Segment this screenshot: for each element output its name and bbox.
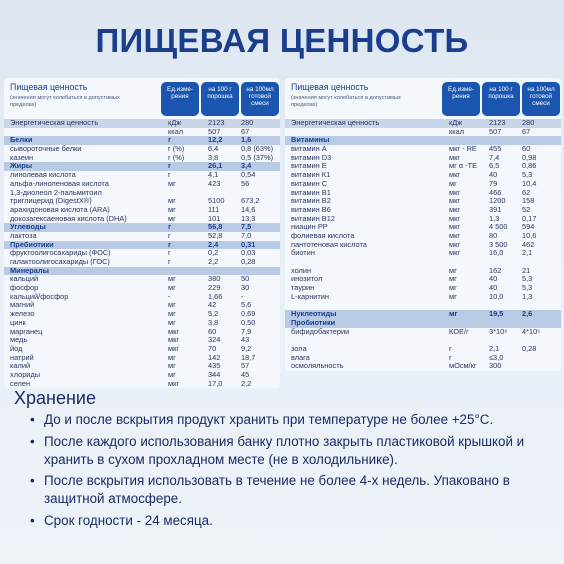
row-unit: мг: [168, 317, 176, 327]
row-per-100g: 3 500: [489, 239, 508, 249]
page-title: ПИЩЕВАЯ ЦЕННОСТЬ: [95, 22, 469, 59]
row-label: ниацин РР: [291, 222, 328, 232]
per-100ml-column-header: на 100мл готовой смеси: [241, 82, 279, 116]
row-per-100g: 466: [489, 187, 502, 197]
row-label: витамин К1: [291, 170, 331, 180]
list-item: • Срок годности - 24 месяца.: [14, 512, 559, 530]
row-label: витамин В1: [291, 187, 331, 197]
row-label: медь: [10, 335, 28, 345]
row-per-100g: 2,2: [208, 257, 219, 266]
unit-column-header: Ед.изме- рения: [161, 82, 199, 116]
row-label: витамин С: [291, 178, 328, 188]
row-per-100g: 40: [489, 170, 498, 180]
row-per-100g: 17,0: [208, 378, 223, 388]
row-per-100g: 4,1: [208, 170, 219, 180]
row-per-100g: 26,1: [208, 161, 223, 171]
row-unit: мг: [168, 352, 176, 362]
row-unit: мг: [168, 369, 176, 379]
row-per-100ml: 57: [241, 361, 250, 371]
row-unit: мкг: [449, 170, 461, 180]
row-per-100ml: 5,6: [241, 300, 252, 310]
row-per-100ml: 14,6: [241, 204, 256, 214]
row-label: арахидоновая кислота (ARA): [10, 204, 110, 214]
table-row: [4, 293, 280, 302]
row-per-100g: 507: [208, 126, 221, 136]
table-row: [4, 267, 280, 276]
row-per-100ml: 56: [241, 178, 250, 188]
row-unit: г: [168, 239, 172, 249]
row-label: сывороточные белки: [10, 144, 82, 154]
row-per-100g: 56,8: [208, 222, 223, 232]
row-unit: мкг: [449, 222, 461, 232]
row-per-100g: 7,4: [489, 152, 500, 162]
row-unit: ккал: [168, 126, 184, 136]
row-per-100ml: 1,6: [241, 135, 252, 145]
table-header: [285, 78, 561, 119]
row-unit: мг: [168, 283, 176, 293]
row-per-100ml: 158: [522, 196, 535, 206]
row-per-100g: 142: [208, 352, 221, 362]
row-per-100ml: 21: [522, 265, 531, 275]
row-label: таурин: [291, 283, 315, 293]
row-unit: мг: [168, 274, 176, 284]
table-row: [285, 241, 561, 250]
row-unit: мкг: [449, 196, 461, 206]
row-per-100ml: 62: [522, 187, 531, 197]
row-label: Пробиотики: [291, 317, 336, 327]
row-per-100ml: 30: [241, 283, 250, 293]
storage-title: Хранение: [14, 388, 96, 408]
row-unit: г (%): [168, 144, 185, 154]
row-per-100ml: 10,6: [522, 230, 537, 240]
row-label: витамин D3: [291, 152, 332, 162]
row-unit: мг: [449, 178, 457, 188]
row-label: магний: [10, 300, 35, 310]
row-per-100ml: 0,03: [241, 248, 256, 258]
row-unit: г: [168, 257, 171, 266]
table-row: [285, 267, 561, 276]
row-per-100g: 101: [208, 213, 221, 223]
row-label: линолевая кислота: [10, 170, 76, 180]
row-per-100g: 300: [489, 361, 502, 371]
row-unit: мкг: [449, 187, 461, 197]
row-per-100ml: 0,5 (37%): [241, 152, 274, 162]
row-per-100ml: 1,3: [522, 291, 533, 301]
row-label: 1,3-диолеол 2-пальмитоил: [10, 187, 102, 197]
row-unit: мг: [449, 274, 457, 284]
row-per-100ml: 594: [522, 222, 535, 232]
row-unit: мг: [449, 283, 457, 293]
per-100ml-column-header: на 100мл готовой смеси: [522, 82, 560, 116]
row-per-100ml: 0,17: [522, 213, 537, 223]
row-label: галактоолигосахариды (ГОС): [10, 257, 110, 266]
row-unit: мОсм/кг: [449, 361, 477, 371]
row-label: натрий: [10, 352, 34, 362]
table-title: Пищевая ценность: [291, 82, 369, 92]
row-per-100g: 2123: [208, 118, 225, 127]
table-row: [285, 275, 561, 284]
table-title: Пищевая ценность: [10, 82, 88, 92]
table-row: [4, 354, 280, 363]
table-header: [4, 78, 280, 119]
row-per-100g: 70: [208, 343, 217, 353]
table-row: [285, 328, 561, 337]
row-per-100ml: 45: [241, 369, 250, 379]
row-unit: мкг: [449, 204, 461, 214]
row-per-100g: 391: [489, 204, 502, 214]
per-100g-column-header: на 100 г порошка: [201, 82, 239, 116]
row-per-100ml: 52: [522, 204, 531, 214]
row-label: Минералы: [10, 265, 49, 275]
row-label: Белки: [10, 135, 33, 145]
row-per-100ml: 9,2: [241, 343, 252, 353]
row-per-100ml: 0,98: [522, 152, 537, 162]
row-per-100ml: 3,4: [241, 161, 252, 171]
row-per-100g: ≤3,0: [489, 352, 504, 362]
row-unit: мкг: [168, 343, 180, 353]
row-unit: мг: [168, 178, 176, 188]
table-row: [4, 128, 280, 137]
row-unit: мг: [449, 265, 457, 275]
row-label: Энергетическая ценность: [10, 118, 99, 127]
row-label: Жиры: [10, 161, 33, 171]
table-row: [4, 371, 280, 380]
per-100g-column-header: на 100 г порошка: [482, 82, 520, 116]
row-per-100g: 5,2: [208, 309, 219, 319]
row-per-100g: 10,0: [489, 291, 504, 301]
row-label: L-карнитин: [291, 291, 329, 301]
row-per-100g: 1,66: [208, 291, 223, 301]
list-item: • После вскрытия использовать в течение не более 4-х недель. Упаковано в защитной атмосфере.: [14, 472, 559, 508]
row-label: селен: [10, 378, 31, 388]
row-label: Пребиотики: [10, 239, 54, 249]
table-row: [4, 380, 280, 389]
row-label: витамин Е: [291, 161, 327, 171]
row-label: Витамины: [291, 135, 330, 145]
row-per-100ml: 2,6: [522, 309, 533, 319]
row-label: кальций/фосфор: [10, 291, 69, 301]
row-label: альфа-линоленовая кислота: [10, 178, 109, 188]
row-label: холин: [291, 265, 312, 275]
row-unit: -: [168, 291, 171, 301]
row-per-100ml: 10,4: [522, 178, 537, 188]
list-item: • После каждого использования банку плотно закрыть пластиковой крышкой и хранить в сухом прохладном месте (не в холодильнике).: [14, 433, 559, 469]
row-per-100ml: 4*10⁵: [522, 326, 541, 336]
row-per-100ml: 0,50: [241, 317, 256, 327]
row-unit: кДж: [449, 118, 463, 127]
row-per-100g: 2123: [489, 118, 506, 127]
row-per-100g: 40: [489, 274, 498, 284]
row-per-100ml: 0,54: [241, 170, 256, 180]
row-label: цинк: [10, 317, 26, 327]
table-row: [285, 258, 561, 267]
row-unit: мг: [449, 309, 458, 319]
row-unit: мг: [168, 361, 176, 371]
row-label: йод: [10, 343, 23, 353]
row-per-100g: 111: [208, 204, 220, 214]
row-per-100g: 1,3: [489, 213, 500, 223]
row-label: инозитол: [291, 274, 323, 284]
row-unit: ккал: [449, 126, 465, 136]
row-per-100ml: 67: [241, 126, 250, 136]
row-per-100ml: 280: [241, 118, 254, 127]
row-per-100ml: 2,1: [522, 248, 533, 258]
row-per-100g: 0,2: [208, 248, 219, 258]
row-per-100g: 80: [489, 230, 498, 240]
row-label: марганец: [10, 326, 43, 336]
row-label: кальций: [10, 274, 39, 284]
row-unit: мг: [449, 291, 457, 301]
row-per-100ml: 0,69: [241, 309, 256, 319]
row-unit: мкг: [449, 239, 461, 249]
row-unit: мкг: [168, 326, 180, 336]
row-per-100g: 79: [489, 178, 498, 188]
table-row: [285, 249, 561, 258]
row-unit: мг: [168, 196, 176, 206]
table-note: (значения могут колебаться в допустимых пределах): [10, 95, 120, 108]
row-label: зола: [291, 343, 307, 353]
row-label: биотин: [291, 248, 315, 258]
row-label: пантотеновая кислота: [291, 239, 367, 249]
row-unit: мг: [168, 300, 176, 310]
row-per-100ml: 7,9: [241, 326, 252, 336]
row-unit: мкг: [449, 152, 461, 162]
row-unit: мкг: [449, 213, 461, 223]
storage-list: [14, 411, 559, 533]
row-per-100g: 19,5: [489, 309, 504, 319]
nutrition-table-left: [4, 78, 280, 388]
table-note: (значения могут колебаться в допустимых пределах): [291, 95, 401, 108]
row-label: Углеводы: [10, 222, 46, 232]
row-per-100g: 6,5: [489, 161, 500, 171]
row-per-100ml: 0,31: [241, 239, 256, 249]
row-unit: мкг - RE: [449, 144, 477, 154]
row-label: хлориды: [10, 369, 41, 379]
list-item: • До и после вскрытия продукт хранить при температуре не более +25°С.: [14, 411, 559, 429]
table-row: [4, 223, 280, 232]
row-per-100g: 3,8: [208, 317, 219, 327]
row-unit: г: [168, 161, 172, 171]
row-label: Нуклеотиды: [291, 309, 337, 319]
row-per-100ml: 5,3: [522, 170, 533, 180]
row-per-100ml: 5,3: [522, 283, 533, 293]
row-label: докозагексаеновая кислота (DHA): [10, 213, 127, 223]
row-per-100ml: 5,3: [522, 274, 533, 284]
row-per-100g: 380: [208, 274, 221, 284]
row-label: фруктоолигосахариды (ФОС): [10, 248, 111, 258]
row-unit: г: [168, 230, 171, 240]
row-per-100g: 162: [489, 265, 502, 275]
row-per-100ml: 462: [522, 239, 535, 249]
table-row: [285, 293, 561, 302]
row-per-100g: 40: [489, 283, 498, 293]
table-row: [4, 145, 280, 154]
row-per-100g: 229: [208, 283, 221, 293]
table-row: [4, 345, 280, 354]
row-label: витамин В12: [291, 213, 335, 223]
row-label: витамин В6: [291, 204, 331, 214]
row-per-100ml: 0,28: [522, 343, 537, 353]
row-per-100ml: 0,28: [241, 257, 256, 266]
row-per-100ml: 7,0: [241, 230, 252, 240]
row-per-100ml: 2,2: [241, 378, 252, 388]
row-unit: г: [168, 222, 172, 232]
row-per-100g: 12,2: [208, 135, 223, 145]
row-unit: г: [168, 135, 172, 145]
row-label: триглицерид (DigestX®): [10, 196, 92, 206]
row-unit: мкг: [168, 378, 180, 388]
row-per-100g: 3,8: [208, 152, 219, 162]
row-per-100g: 16,0: [489, 248, 504, 258]
row-per-100g: 1200: [489, 196, 506, 206]
row-per-100g: 455: [489, 144, 502, 154]
row-label: железо: [10, 309, 35, 319]
row-per-100g: 324: [208, 335, 221, 345]
row-per-100g: 435: [208, 361, 221, 371]
row-per-100ml: 50: [241, 274, 250, 284]
table-body: [4, 119, 280, 388]
row-per-100g: 344: [208, 369, 221, 379]
row-label: осмоляльность: [291, 361, 344, 371]
table-row: [4, 310, 280, 319]
row-per-100ml: 0,86: [522, 161, 537, 171]
row-per-100ml: 0,8 (63%): [241, 144, 274, 154]
table-row: [4, 336, 280, 345]
row-per-100ml: -: [241, 291, 244, 301]
table-row: [285, 119, 561, 128]
row-unit: мг α -TE: [449, 161, 478, 171]
row-per-100g: 2,4: [208, 239, 219, 249]
row-per-100g: 2,1: [489, 343, 500, 353]
row-label: фосфор: [10, 283, 39, 293]
row-per-100ml: 43: [241, 335, 250, 345]
row-unit: мкг: [168, 335, 180, 345]
row-per-100g: 6,4: [208, 144, 219, 154]
row-per-100ml: 13,3: [241, 213, 256, 223]
row-label: лактоза: [10, 230, 37, 240]
row-unit: КОЕ/г: [449, 326, 469, 336]
row-label: бифидобактерии: [291, 326, 350, 336]
row-unit: г (%): [168, 152, 185, 162]
table-row: [4, 319, 280, 328]
row-per-100g: 4 500: [489, 222, 508, 232]
row-unit: мкг: [449, 248, 461, 258]
row-per-100g: 60: [208, 326, 217, 336]
row-label: Энергетическая ценность: [291, 118, 380, 127]
row-label: влага: [291, 352, 310, 362]
row-unit: г: [168, 248, 171, 258]
row-per-100g: 423: [208, 178, 221, 188]
row-unit: г: [168, 170, 171, 180]
table-row: [4, 301, 280, 310]
nutrition-table-right: [285, 78, 561, 371]
row-unit: кДж: [168, 118, 182, 127]
row-unit: г: [449, 343, 452, 353]
row-per-100g: 507: [489, 126, 502, 136]
table-row: [4, 154, 280, 163]
row-per-100g: 42: [208, 300, 217, 310]
row-label: витамин А: [291, 144, 327, 154]
row-unit: мг: [168, 213, 176, 223]
table-row: [4, 275, 280, 284]
row-per-100g: 5100: [208, 196, 225, 206]
unit-column-header: Ед.изме- рения: [442, 82, 480, 116]
row-per-100ml: 673,2: [241, 196, 260, 206]
table-row: [4, 328, 280, 337]
table-row: [285, 336, 561, 345]
row-unit: г: [449, 352, 452, 362]
table-row: [285, 362, 561, 371]
row-per-100g: 52,8: [208, 230, 223, 240]
row-per-100ml: 7,5: [241, 222, 252, 232]
table-row: [285, 345, 561, 354]
row-per-100ml: 280: [522, 118, 535, 127]
row-unit: мкг: [449, 230, 461, 240]
row-label: витамин В2: [291, 196, 331, 206]
row-label: казеин: [10, 152, 34, 162]
table-row: [4, 362, 280, 371]
row-per-100ml: 67: [522, 126, 531, 136]
row-unit: мг: [168, 204, 176, 214]
row-per-100g: 3*10⁶: [489, 326, 508, 336]
table-row: [4, 119, 280, 128]
row-unit: мг: [168, 309, 176, 319]
row-label: фолиевая кислота: [291, 230, 355, 240]
row-label: калий: [10, 361, 31, 371]
table-body: [285, 119, 561, 371]
row-per-100ml: 60: [522, 144, 531, 154]
row-per-100ml: 18,7: [241, 352, 256, 362]
